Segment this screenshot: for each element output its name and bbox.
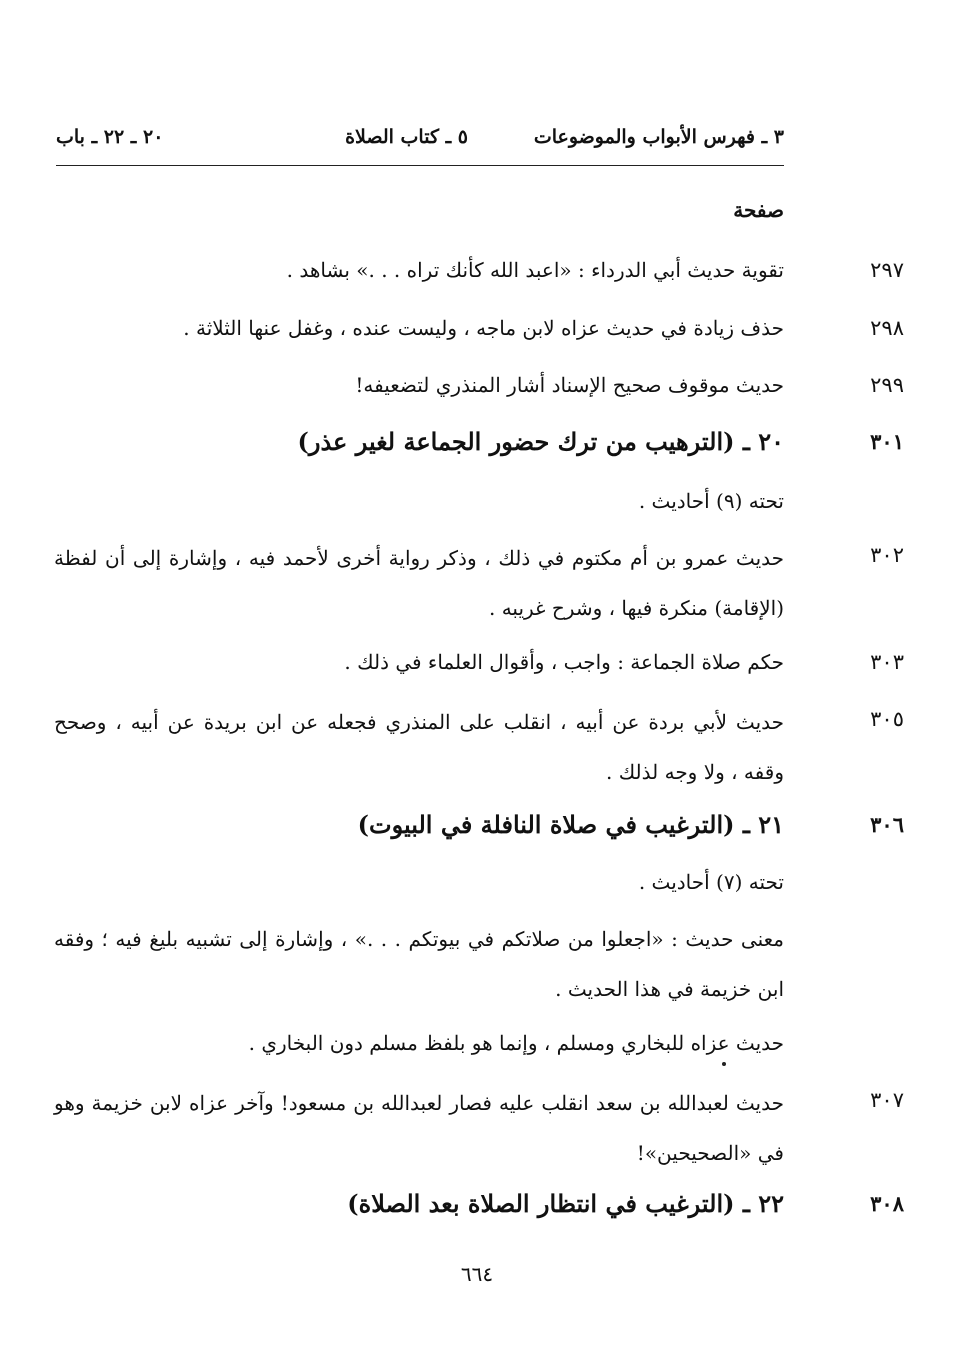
entry-page-number: ٢٩٩ <box>870 373 904 397</box>
index-entry <box>54 1021 784 1065</box>
section-heading <box>54 1182 904 1226</box>
index-entry <box>54 533 904 633</box>
entry-text: معنى حديث : «اجعلوا من صلاتكم في بيوتكم . . .» ، وإشارة إلى تشبيه بليغ فيه ؛ وفقه ابن خزيمة في هذا الحديث . <box>54 927 784 1001</box>
entry-text: حديث موقوف صحيح الإسناد أشار المنذري لتضعيفه! <box>355 373 784 397</box>
index-entry <box>54 306 904 350</box>
index-entry <box>54 1078 904 1178</box>
header-index-title: ٣ ـ فهرس الأبواب والموضوعات <box>533 126 784 148</box>
page-number: ٦٦٤ <box>460 1262 494 1286</box>
stray-mark <box>722 1062 726 1066</box>
index-entry <box>54 640 904 684</box>
entry-page-number: ٣٠٧ <box>870 1088 904 1112</box>
entry-page-number: ٣٠٨ <box>870 1191 904 1216</box>
index-entry <box>54 697 904 797</box>
entry-page-number: ٢٩٨ <box>870 316 904 340</box>
index-entry <box>54 860 784 904</box>
entry-text: حديث عزاه للبخاري ومسلم ، وإنما هو بلفظ مسلم دون البخاري . <box>248 1031 784 1055</box>
index-entry <box>54 914 784 1014</box>
header-rule <box>56 165 784 166</box>
section-title: ٢٢ ـ (الترغيب في انتظار الصلاة بعد الصلاة) <box>347 1189 784 1218</box>
section-heading <box>54 420 904 464</box>
section-title: ٢٠ ـ (الترهيب من ترك حضور الجماعة لغير عذر) <box>297 427 784 456</box>
entry-text: تقوية حديث أبي الدرداء : «اعبد الله كأنك تراه . . .» بشاهد . <box>286 258 784 282</box>
entry-page-number: ٣٠٥ <box>870 707 904 731</box>
index-entry <box>54 363 904 407</box>
entry-text: تحته (٧) أحاديث . <box>638 870 784 894</box>
entry-text: حديث لأبي بردة عن أبيه ، انقلب على المنذري فجعله عن ابن بريدة عن أبيه ، وصحح وقفه ، ولا وجه لذلك . <box>54 710 784 784</box>
section-heading <box>54 803 904 847</box>
entry-text: تحته (٩) أحاديث . <box>638 489 784 513</box>
header-book-title: ٥ ـ كتاب الصلاة <box>345 126 468 148</box>
index-entry <box>54 479 784 523</box>
entry-text: حذف زيادة في حديث عزاه لابن ماجه ، وليست عنده ، وغفل عنها الثلاثة . <box>183 316 784 340</box>
section-title: ٢١ ـ (الترغيب في صلاة النافلة في البيوت) <box>357 810 784 839</box>
entry-page-number: ٣٠١ <box>870 429 904 454</box>
entry-page-number: ٣٠٦ <box>870 812 904 837</box>
page-column-label: صفحة <box>733 198 784 222</box>
entry-page-number: ٣٠٢ <box>870 543 904 567</box>
entry-text: حديث لعبدالله بن سعد انقلب عليه فصار لعبدالله بن مسعود! وآخر عزاه لابن خزيمة وهو في «الصحيحين»! <box>54 1091 784 1165</box>
entry-text: حكم صلاة الجماعة : واجب ، وأقوال العلماء في ذلك . <box>344 650 784 674</box>
entry-page-number: ٣٠٣ <box>870 650 904 674</box>
running-header <box>56 126 784 158</box>
header-chapter-range: ٢٠ ـ ٢٢ ـ باب <box>56 126 164 148</box>
index-entry <box>54 248 904 292</box>
entry-page-number: ٢٩٧ <box>870 258 904 282</box>
entry-text: حديث عمرو بن أم مكتوم في ذلك ، وذكر رواية أخرى لأحمد فيه ، وإشارة إلى أن لفظة (الإقامة) منكرة فيها ، وشرح غريبه . <box>54 546 784 620</box>
